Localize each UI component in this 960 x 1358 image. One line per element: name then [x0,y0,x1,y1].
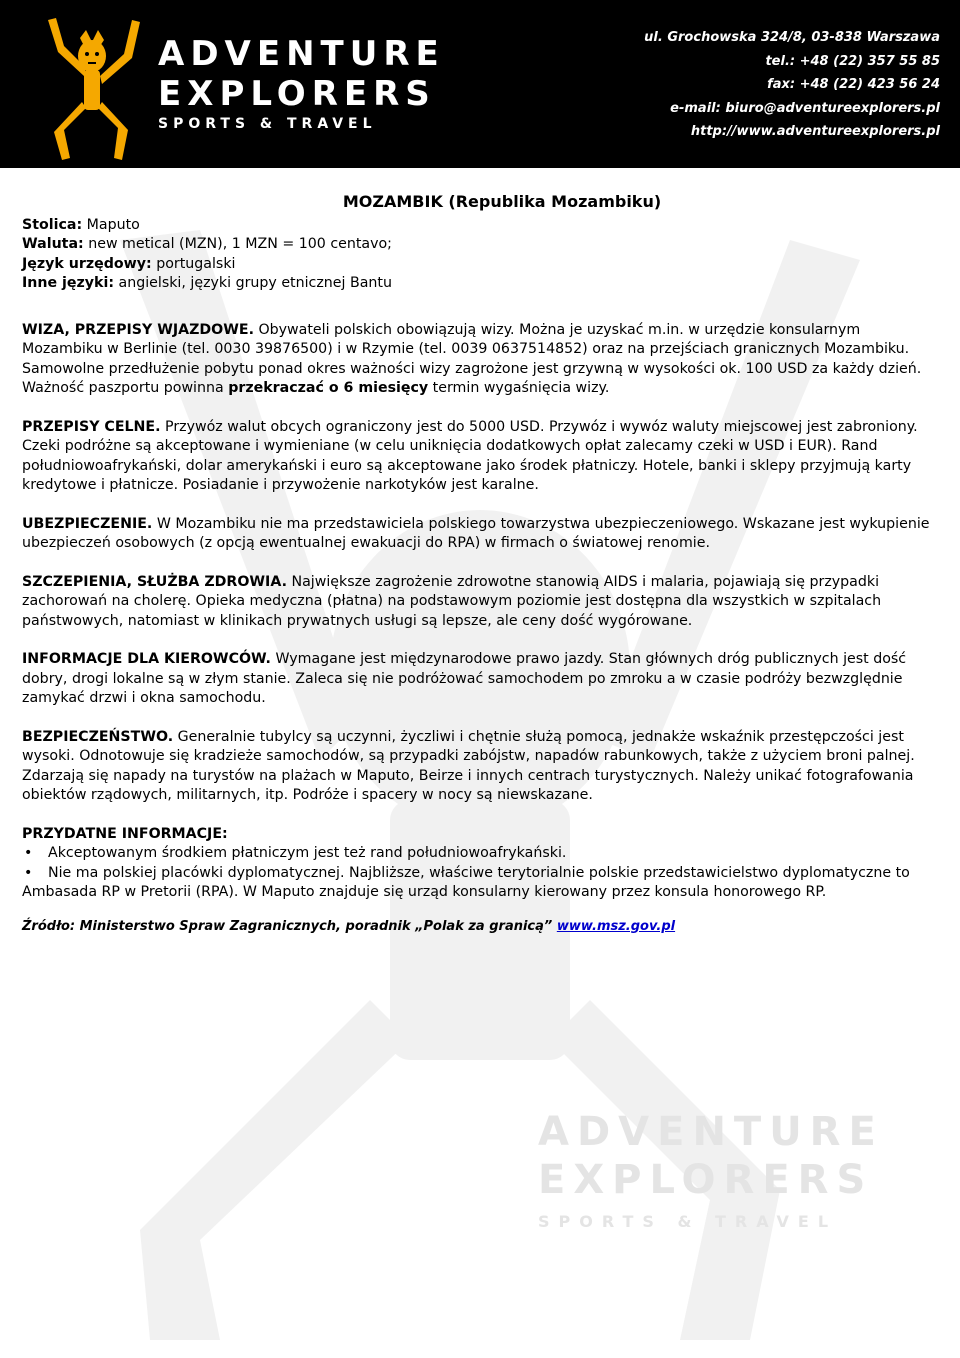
fact-other-languages [22,274,942,294]
document-body [22,192,942,936]
fact-label: Język urzędowy: [22,255,152,272]
brand-name-line2: EXPLORERS [158,74,436,114]
source-label: Źródło: Ministerstwo Spraw Zagranicznych, poradnik „Polak za granicą” [22,918,553,934]
fact-label: Waluta: [22,236,84,252]
watermark-line1: ADVENTURE [538,1109,884,1155]
section-customs [22,418,942,496]
section-heading: INFORMACJE DLA KIEROWCÓW. [22,651,271,667]
brand-tagline: SPORTS & TRAVEL [158,116,377,132]
country-facts [22,216,942,294]
page-title: MOZAMBIK (Republika Mozambiku) [342,192,662,211]
watermark-line2: EXPLORERS [538,1157,874,1203]
section-text: Wymagane jest międzynarodowe prawo jazdy. Stan głównych dróg publicznych jest dość dobry, drogi lokalne są w złym stanie. Zaleca się nie podróżować samochodem po zmroku a w czasie podróży bezwzględnie zamykać drzwi i okna samochodu. [22,651,907,706]
watermark-logo [538,1108,884,1231]
email-link[interactable]: e-mail: biuro@adventureexplorers.pl [670,100,940,116]
fact-label: Stolica: [22,216,83,233]
section-heading: UBEZPIECZENIE. [22,515,153,532]
source-link[interactable]: www.msz.gov.pl [556,918,676,934]
brand-name-line1: ADVENTURE [158,34,445,74]
phone: tel.: +48 (22) 357 55 85 [765,53,940,69]
section-text: Generalnie tubylcy są uczynni, życzliwi i chętnie służą pomocą, jednakże wskaźnik przestępczości jest wysoki. Odnotowuje się kradzieże samochodów, są przypadki zabójstw, napadów rabunkowych, także z użyciem broni palnej. Zdarzają się napady na turystów na plażach w Maputo, Beirze i innych centrach turystycznych. Należy unikać fotografowania obiektów rządowych, militarnych, itp. Podróże i spacery w nocy są niewskazane. [22,728,915,803]
address: ul. Grochowska 324/8, 03-838 Warszawa [644,30,940,45]
fact-value: angielski, języki grupy etnicznej Bantu [114,275,392,291]
section-text: Przywóz walut obcych ograniczony jest do 5000 USD. Przywóz i wywóz waluty miejscowej jest zabroniony. Czeki podróżne są akceptowane i wymieniane (w celu uniknięcia dodatkowych opłat zalecamy czeki w USD i EUR). Rand południowoafrykański, dolar amerykański i euro są akceptowane jako środek płatniczy. Hotele, banki i sklepy przyjmują karty kredytowe i płatnicze. Posiadanie i przywożenie narkotyków jest karalne. [22,418,918,493]
list-item: • Nie ma polskiej placówki dyplomatycznej. Najbliższe, właściwe terytorialnie polskie przedstawicielstwo dyplomatyczne to Ambasada RP w Pretorii (RPA). W Maputo znajduje się urząd konsularny kierowany przez konsula honorowego RP. [22,864,942,903]
fact-value: portugalski [151,255,236,272]
emphasis: przekraczać o 6 miesięcy [228,380,429,396]
section-heading: SZCZEPIENIA, SŁUŻBA ZDROWIA. [22,573,287,590]
section-health [22,573,942,632]
fact-value: Maputo [82,216,140,233]
fact-label: Inne języki: [22,275,115,291]
tribal-figure-logo-icon [40,12,140,162]
section-drivers [22,650,942,709]
section-text: W Mozambiku nie ma przedstawiciela polskiego towarzystwa ubezpieczeniowego. Wskazane jest wykupienie ubezpieczeń osobowych (z opcją ewentualnej ewakuacji do RPA) w firmach o światowej renomie. [22,515,930,551]
fact-capital [22,216,942,236]
section-heading: BEZPIECZEŃSTWO. [22,728,174,745]
fact-official-language [22,255,942,275]
section-heading: PRZEPISY CELNE. [22,418,161,435]
section-useful-info [22,825,942,903]
source-note [22,917,942,937]
website-link[interactable]: http://www.adventureexplorers.pl [690,124,940,139]
section-safety [22,728,942,806]
fax: fax: +48 (22) 423 56 24 [767,77,940,92]
header-banner [0,0,960,168]
section-visa [22,321,942,399]
fact-value: new metical (MZN), 1 MZN = 100 centavo; [83,236,392,252]
section-text: Obywateli polskich obowiązują wizy. Można je uzyskać m.in. w urzędzie konsularnym Mozambiku w Berlinie (tel. 0030 39876500) i w Rzymie (tel. 0039 0637514852) oraz na przejściach granicznych Mozambiku. Samowolne przedłużenie pobytu ponad okres ważności wizy zagrożone jest grzywną w wysokości ok. 100 USD za każdy dzień. Ważność paszportu powinna [22,321,922,396]
useful-info-list [22,844,942,903]
fact-currency [22,235,942,255]
section-insurance [22,515,942,554]
section-text: termin wygaśnięcia wizy. [428,380,610,396]
list-item: • Akceptowanym środkiem płatniczym jest też rand południowoafrykański. [22,844,942,864]
section-heading: WIZA, PRZEPISY WJAZDOWE. [22,321,254,338]
section-text: Największe zagrożenie zdrowotne stanowią AIDS i malaria, pojawiają się przypadki zachorowań na cholerę. Opieka medyczna (płatna) na podstawowym poziomie jest dostępna dla wszystkich w szpitalach państwowych, natomiast w klinikach prywatnych usługi są lepsze, ale ceny dość wygórowane. [22,573,882,629]
watermark-line3: SPORTS & TRAVEL [538,1212,838,1231]
contact-block [644,26,940,144]
section-heading: PRZYDATNE INFORMACJE: [22,825,228,842]
